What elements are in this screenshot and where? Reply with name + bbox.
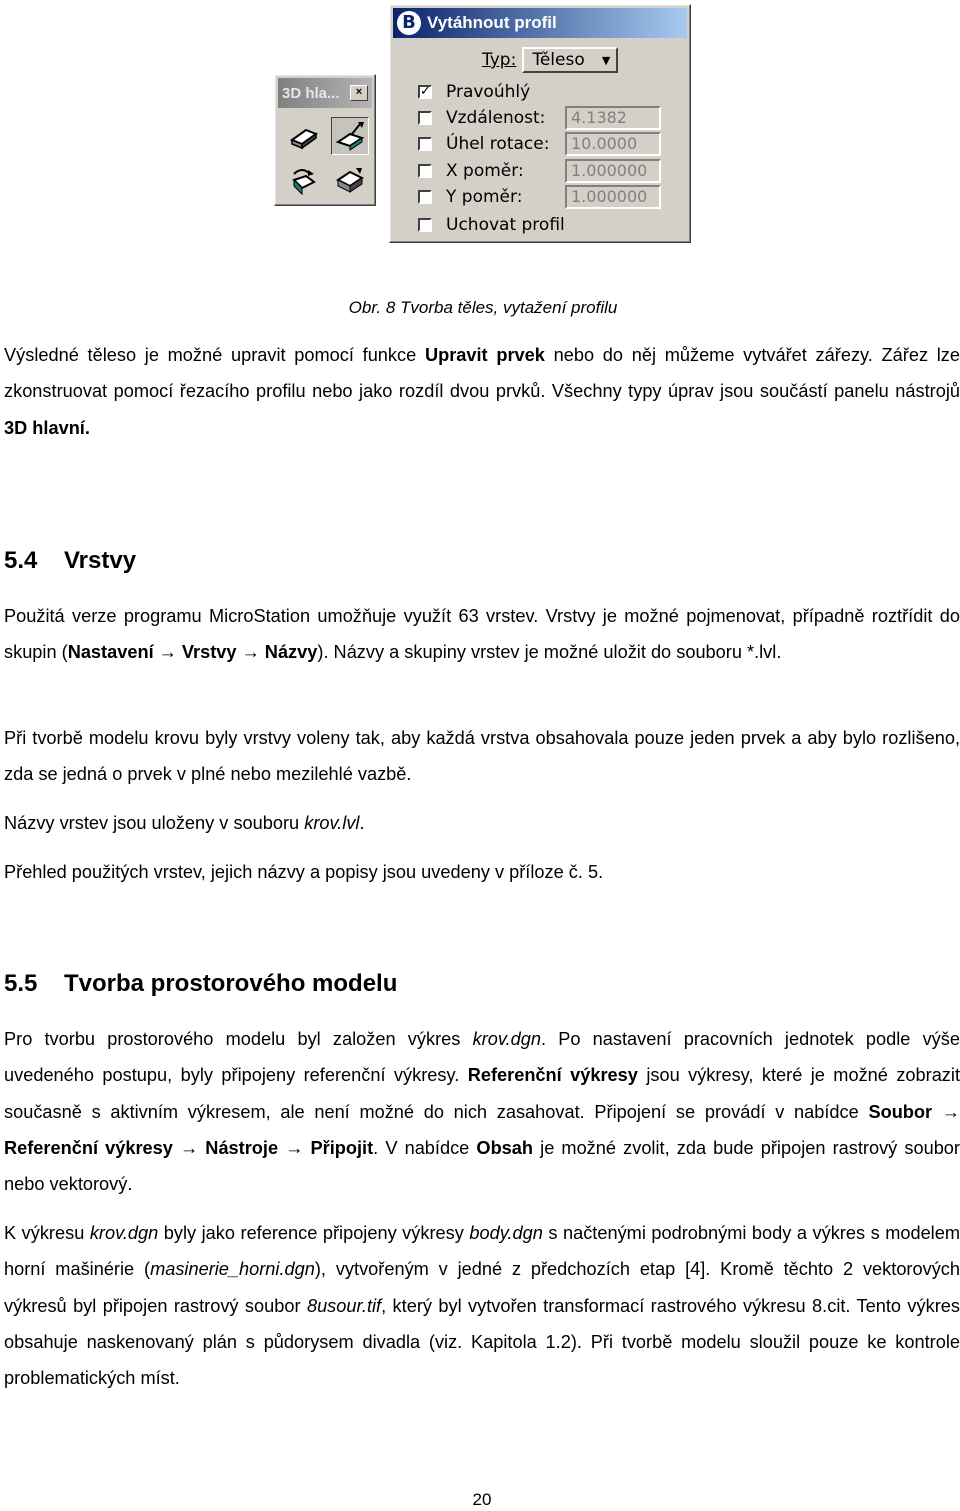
extrude-profile-dialog [389,4,691,243]
paragraph [4,1215,960,1396]
section-title: Vrstvy [64,547,137,574]
text: Výsledné těleso je možné upravit pomocí funkce [4,345,425,365]
close-icon[interactable]: × [350,85,368,101]
checkbox-keep-profile[interactable] [418,218,432,232]
option-label: Úhel rotace: [446,134,550,154]
checkbox-x-scale[interactable] [418,164,432,178]
file-name: 8usour.tif [306,1295,382,1316]
paragraph [4,337,960,446]
extrude-profile-icon[interactable] [331,117,369,155]
distance-field[interactable]: 4.1382 [565,106,661,130]
paragraph [4,1021,960,1202]
shell-solid-icon[interactable] [331,161,369,199]
text: . Po nastavení pracovních jednotek podle výše uvedeného postupu, byly připojeny referenční výkresy. [4,1029,960,1086]
text: . V nabídce [373,1137,477,1158]
type-select[interactable] [522,47,618,73]
option-label: Pravoúhlý [446,82,531,102]
type-label: Typ: [482,50,517,70]
section-number: 5.4 [4,547,38,574]
text: Použitá verze programu MicroStation umožňuje využít 63 vrstev. Vrstvy je možné pojmenovat, případně roztřídit do skupin ( [4,606,960,663]
option-label: Vzdálenost: [446,108,546,128]
text: ), vytvořeným v jedné z předchozích etap [4]. Kromě těchto 2 vektorových výkresů byl připojen rastrový soubor [4,1259,960,1316]
checkbox-spin-angle[interactable] [418,137,432,151]
file-name: krov.dgn [472,1029,541,1049]
paragraph [4,805,960,841]
text: s načtenými podrobnými body a výkres s modelem horní mašinérie ( [4,1223,960,1280]
text: je možné zvolit, zda bude připojen rastrový soubor nebo vektorový. [4,1137,960,1195]
text: K výkresu [4,1223,90,1243]
dropdown-arrow-icon: ▼ [601,53,611,67]
page-number: 20 [472,1490,492,1509]
text: Názvy vrstev jsou uloženy v souboru [4,813,305,833]
section-number: 5.5 [4,970,38,997]
section-heading [4,547,136,575]
option-y-scale[interactable] [418,184,581,210]
checkbox-orthogonal[interactable]: ✓ [420,84,431,99]
file-name: body.dgn [469,1223,543,1243]
extrude-solid-icon[interactable] [285,117,323,155]
microstation-logo-icon: B [397,11,421,35]
file-name: krov.dgn [89,1223,159,1243]
section-heading [4,970,397,998]
text: jsou výkresy, které je možné zobrazit současně s aktivním výkresem, ale není možné do nich zasahovat. Připojení se provádí v nabídce [4,1065,960,1122]
revolve-solid-icon[interactable] [285,161,323,199]
option-spin-angle[interactable] [418,131,581,157]
section-title: Tvorba prostorového modelu [64,970,398,997]
menu-path: Soubor → Referenční výkresy → Nástroje → Připojit [4,1101,960,1158]
dialog-titlebar[interactable] [393,8,687,38]
option-label: Uchovat profil [446,215,565,235]
text: , který byl vytvořen transformací rastrového výkresu 8.cit. Tento výkres obsahuje naskenovaný plán s půdorysem divadla (viz. Kapitola 1.2). Při tvorbě modelu sloužil pouze ke kontrole problematických míst. [4,1295,960,1389]
checkbox-distance[interactable] [418,111,432,125]
figure-caption: Obr. 8 Tvorba těles, vytažení profilu [348,298,618,317]
option-keep-profile[interactable] [418,212,581,238]
option-distance[interactable] [418,105,581,131]
bold-text: Upravit prvek [424,345,545,365]
text: . [359,813,365,833]
paragraph [4,598,960,671]
x-scale-field[interactable]: 1.000000 [565,159,661,183]
type-value: Těleso [532,50,585,70]
paragraph: Přehled použitých vrstev, jejich názvy a popisy jsou uvedeny v příloze č. 5. [4,862,604,882]
text: byly jako reference připojeny výkresy [158,1223,470,1243]
option-orthogonal[interactable] [418,79,581,105]
text: Pro tvorbu prostorového modelu byl založen výkres [4,1029,473,1049]
option-label: X poměr: [446,161,524,181]
spin-angle-field[interactable]: 10.0000 [565,132,661,156]
option-label: Y poměr: [446,187,523,207]
toolbox-titlebar[interactable] [278,78,372,108]
text: ). Názvy a skupiny vrstev je možné uložit do souboru *.lvl. [317,642,782,663]
dialog-title: Vytáhnout profil [427,13,557,32]
text: nebo do něj můžeme vytvářet zářezy. Zářez lze zkonstruovat pomocí řezacího profilu nebo jako rozdíl dvou prvků. Všechny typy úprav jsou součástí panelu nástrojů [4,345,960,402]
toolbox-title: 3D hla... [282,84,340,102]
menu-path: Nastavení → Vrstvy → Názvy [67,642,318,663]
bold-text: 3D hlavní. [4,417,90,438]
option-x-scale[interactable] [418,158,581,184]
file-name: masinerie_horni.dgn [150,1259,315,1280]
bold-text: Obsah [476,1137,534,1158]
y-scale-field[interactable]: 1.000000 [565,185,661,209]
file-name: krov.lvl [304,813,360,833]
checkbox-y-scale[interactable] [418,190,432,204]
paragraph: Při tvorbě modelu krovu byly vrstvy voleny tak, aby každá vrstva obsahovala pouze jeden prvek a aby bylo rozlišeno, zda se jedná o prvek v plné nebo mezilehlé vazbě. [4,728,960,785]
toolbox-3d-main [274,74,376,206]
bold-text: Referenční výkresy [467,1065,638,1086]
